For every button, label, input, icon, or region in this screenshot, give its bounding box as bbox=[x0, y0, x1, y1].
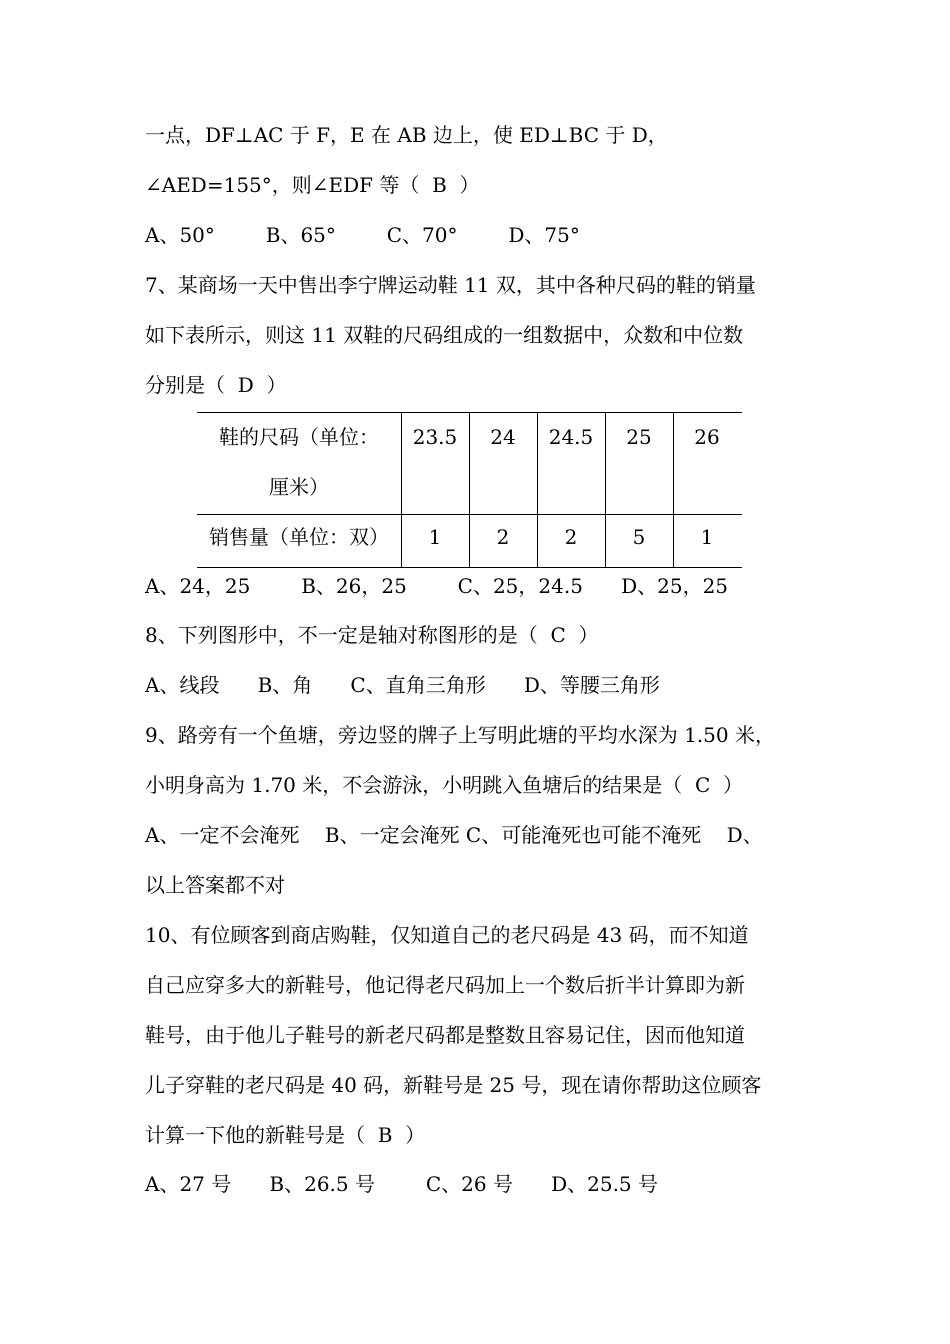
q7-text-line-2: 如下表所示，则这 11 双鞋的尺码组成的一组数据中，众数和中位数 bbox=[145, 323, 744, 347]
q9-options-line-2: 以上答案都不对 bbox=[145, 873, 285, 897]
q7-options: A、24，25 B、26，25 C、25，24.5 D、25，25 bbox=[145, 574, 729, 598]
q8-text: 8、下列图形中，不一定是轴对称图形的是（ C ） bbox=[145, 623, 599, 647]
size-cell: 26 bbox=[694, 425, 720, 449]
size-cell: 24 bbox=[490, 425, 516, 449]
q6-text-line-2: ∠AED=155°，则∠EDF 等（ B ） bbox=[145, 173, 480, 197]
sales-cell: 2 bbox=[564, 525, 578, 549]
q6-options: A、50° B、65° C、70° D、75° bbox=[145, 223, 580, 247]
q10-text-line-1: 10、有位顾客到商店购鞋，仅知道自己的老尺码是 43 码，而不知道 bbox=[145, 923, 749, 947]
sales-label: 销售量（单位：双） bbox=[209, 525, 389, 549]
q10-options: A、27 号 B、26.5 号 C、26 号 D、25.5 号 bbox=[145, 1172, 659, 1196]
q9-text-line-1: 9、路旁有一个鱼塘，旁边竖的牌子上写明此塘的平均水深为 1.50 米， bbox=[145, 723, 775, 747]
sales-cell: 2 bbox=[496, 525, 510, 549]
q7-text-line-3: 分别是（ D ） bbox=[145, 373, 287, 397]
size-cell: 24.5 bbox=[548, 425, 594, 449]
sales-cell: 1 bbox=[428, 525, 442, 549]
size-cell: 23.5 bbox=[412, 425, 458, 449]
shoe-size-table bbox=[197, 412, 742, 568]
q10-text-line-2: 自己应穿多大的新鞋号，他记得老尺码加上一个数后折半计算即为新 bbox=[145, 973, 745, 997]
header-size-label-line-2: 厘米） bbox=[269, 475, 329, 499]
q10-text-line-5: 计算一下他的新鞋号是（ B ） bbox=[145, 1123, 426, 1147]
sales-cell: 5 bbox=[632, 525, 646, 549]
q8-options: A、线段 B、角 C、直角三角形 D、等腰三角形 bbox=[145, 673, 660, 697]
q10-text-line-3: 鞋号，由于他儿子鞋号的新老尺码都是整数且容易记住，因而他知道 bbox=[145, 1023, 745, 1047]
sales-cell: 1 bbox=[700, 525, 714, 549]
q7-text-line-1: 7、某商场一天中售出李宁牌运动鞋 11 双，其中各种尺码的鞋的销量 bbox=[145, 273, 756, 297]
q9-text-line-2: 小明身高为 1.70 米，不会游泳，小明跳入鱼塘后的结果是（ C ） bbox=[145, 773, 743, 797]
q9-options-line-1: A、一定不会淹死 B、一定会淹死 C、可能淹死也可能不淹死 D、 bbox=[145, 823, 763, 847]
size-cell: 25 bbox=[626, 425, 652, 449]
q10-text-line-4: 儿子穿鞋的老尺码是 40 码，新鞋号是 25 号，现在请你帮助这位顾客 bbox=[145, 1073, 762, 1097]
q6-text-line-1: 一点，DF⊥AC 于 F，E 在 AB 边上，使 ED⊥BC 于 D， bbox=[145, 123, 668, 147]
header-size-label-line-1: 鞋的尺码（单位： bbox=[219, 425, 379, 449]
